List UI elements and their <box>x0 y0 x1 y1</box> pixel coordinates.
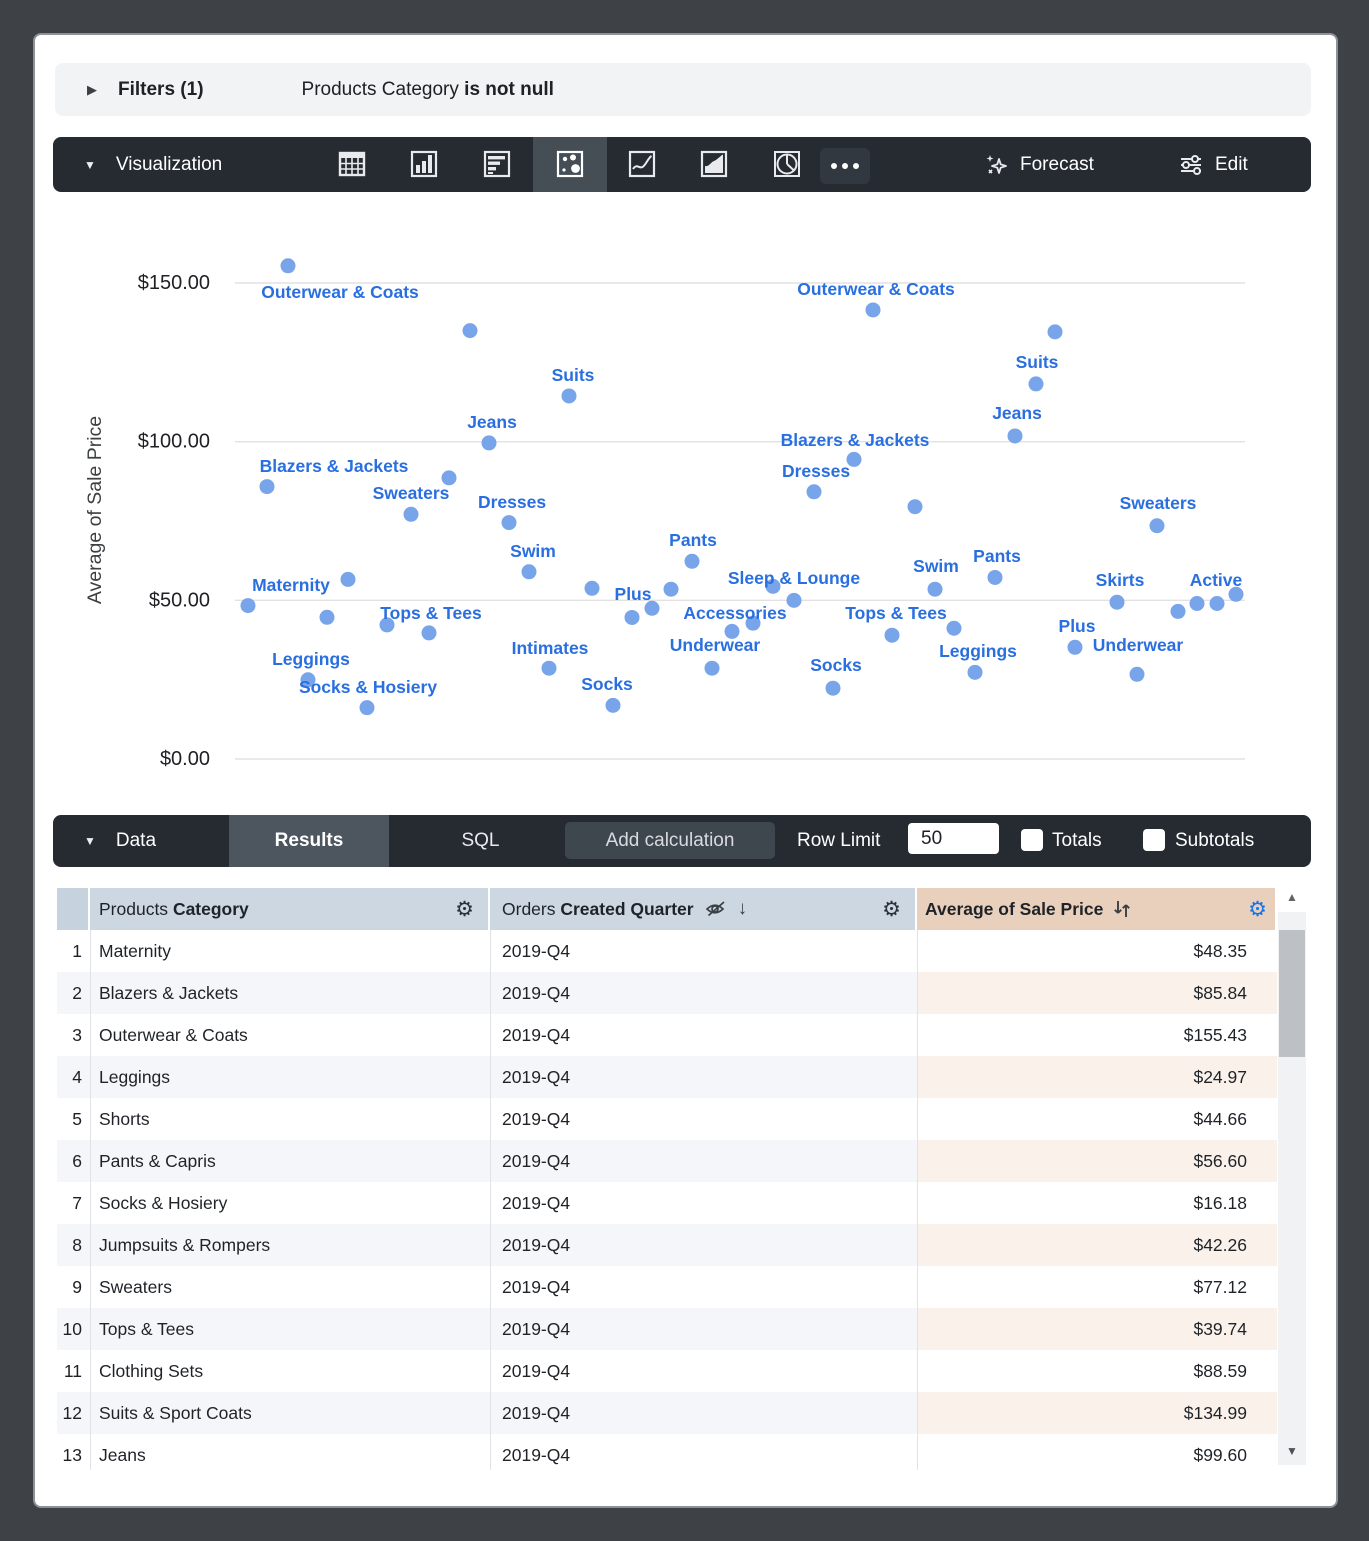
table-row <box>57 1056 1277 1098</box>
row-number-column-header <box>57 888 88 930</box>
gear-icon[interactable]: ⚙ <box>882 897 901 921</box>
y-axis-title: Average of Sale Price <box>84 415 106 605</box>
bar-chart-viz-icon[interactable] <box>408 148 440 180</box>
column-view-label: Products <box>99 898 173 919</box>
point-label: Intimates <box>511 638 589 658</box>
table-cell[interactable]: Socks & Hosiery <box>99 1193 228 1213</box>
row-number: 10 <box>57 1308 90 1350</box>
scroll-up-icon[interactable]: ▲ <box>1286 890 1298 904</box>
point-label: Suits <box>1015 352 1059 372</box>
scatter-point[interactable] <box>947 621 962 636</box>
point-label: Pants <box>973 546 1021 566</box>
point-label: Sleep & Lounge <box>727 568 861 588</box>
table-viz-icon[interactable] <box>336 148 368 180</box>
row-number: 13 <box>62 1445 82 1465</box>
scatter-point[interactable] <box>885 628 900 643</box>
scatter-chart <box>0 192 1369 817</box>
row-number: 2 <box>57 972 90 1014</box>
scatter-point[interactable] <box>1190 596 1205 611</box>
scatter-point[interactable] <box>787 593 802 608</box>
scatter-point[interactable] <box>705 661 720 676</box>
table-row <box>57 1266 1277 1308</box>
gear-icon[interactable]: ⚙ <box>1248 897 1267 921</box>
row-number: 3 <box>72 1025 82 1045</box>
point-label: Skirts <box>1095 570 1145 590</box>
point-label: Tops & Tees <box>380 603 482 623</box>
point-label: Maternity <box>252 575 330 595</box>
scatter-point[interactable] <box>1008 428 1023 443</box>
scatter-point[interactable] <box>281 258 296 273</box>
table-cell[interactable]: Blazers & Jackets <box>90 972 490 1014</box>
y-axis-tick-label: $0.00 <box>159 747 210 770</box>
scatter-point[interactable] <box>1130 667 1145 682</box>
point-label: Socks & Hosiery <box>298 677 438 697</box>
filters-bar[interactable] <box>55 63 1311 116</box>
row-number: 6 <box>57 1140 90 1182</box>
scatter-point[interactable] <box>463 323 478 338</box>
column-field-label: Created Quarter <box>560 898 694 919</box>
sort-desc-icon[interactable]: ↓ <box>737 898 748 919</box>
row-limit-input[interactable] <box>908 823 999 854</box>
table-cell[interactable]: 2019-Q4 <box>490 972 917 1014</box>
scatter-point[interactable] <box>241 598 256 613</box>
table-cell[interactable]: Jumpsuits & Rompers <box>90 1224 490 1266</box>
subtotals-label[interactable]: Subtotals <box>1175 830 1255 851</box>
scatter-point[interactable] <box>625 610 640 625</box>
table-row <box>57 1392 1277 1434</box>
eye-hidden-icon <box>704 899 728 919</box>
table-cell[interactable]: Leggings <box>90 1056 490 1098</box>
row-limit-label: Row Limit <box>797 830 881 851</box>
row-number: 12 <box>57 1392 90 1434</box>
scatter-point[interactable] <box>260 479 275 494</box>
filters-section-label[interactable]: Filters (1) <box>118 78 204 100</box>
point-label: Swim <box>510 541 556 561</box>
horizontal-bar-viz-icon[interactable] <box>481 148 513 180</box>
table-row <box>57 1434 1277 1470</box>
add-calculation-button[interactable]: Add calculation <box>565 822 775 859</box>
visualization-section-label[interactable]: Visualization <box>115 153 223 175</box>
subtotals-checkbox[interactable] <box>1143 829 1165 851</box>
point-label: Dresses <box>781 461 851 481</box>
scatter-point[interactable] <box>542 661 557 676</box>
scatter-point[interactable] <box>1150 518 1165 533</box>
table-row <box>57 972 1277 1014</box>
scatter-point[interactable] <box>968 665 983 680</box>
filter-expression <box>302 79 554 101</box>
table-cell[interactable]: $16.18 <box>1193 1193 1247 1213</box>
point-label: Blazers & Jackets <box>780 430 930 450</box>
scatter-point[interactable] <box>928 582 943 597</box>
totals-checkbox[interactable] <box>1021 829 1043 851</box>
point-label: Jeans <box>992 403 1042 423</box>
scatter-point[interactable] <box>988 570 1003 585</box>
table-cell[interactable]: $42.26 <box>917 1224 1277 1266</box>
point-label: Pants <box>669 530 717 550</box>
scatter-point[interactable] <box>1029 376 1044 391</box>
scatter-point[interactable] <box>1110 595 1125 610</box>
table-cell[interactable]: Tops & Tees <box>90 1308 490 1350</box>
table-row <box>57 1098 1277 1140</box>
table-row <box>57 1182 1277 1224</box>
column-view-label: Orders <box>502 898 561 919</box>
point-label: Socks <box>581 674 633 694</box>
point-label: Tops & Tees <box>845 603 947 623</box>
y-axis-tick-label: $100.00 <box>137 430 210 453</box>
table-cell[interactable]: $44.66 <box>1193 1109 1247 1129</box>
column-divider <box>490 930 491 1470</box>
row-number: 7 <box>72 1193 82 1213</box>
point-label: Blazers & Jackets <box>259 456 409 476</box>
scatter-point[interactable] <box>1210 596 1225 611</box>
data-section-label[interactable]: Data <box>115 830 157 851</box>
table-row <box>57 1308 1277 1350</box>
table-cell[interactable]: 2019-Q4 <box>502 941 571 961</box>
table-cell[interactable]: 2019-Q4 <box>490 1392 917 1434</box>
table-cell[interactable]: Maternity <box>99 941 171 961</box>
scatter-point[interactable] <box>482 435 497 450</box>
point-label: Plus <box>614 584 652 604</box>
edit-button[interactable] <box>1177 137 1248 192</box>
table-cell[interactable]: 2019-Q4 <box>502 1445 571 1465</box>
point-label: Sweaters <box>372 483 450 503</box>
row-number: 4 <box>57 1056 90 1098</box>
table-cell[interactable]: Pants & Capris <box>90 1140 490 1182</box>
table-cell[interactable]: 2019-Q4 <box>502 1025 571 1045</box>
edit-settings-icon <box>1177 151 1205 179</box>
table-cell[interactable]: $48.35 <box>1193 941 1247 961</box>
table-cell[interactable]: $99.60 <box>1193 1445 1247 1465</box>
scatter-point[interactable] <box>866 302 881 317</box>
scatter-point[interactable] <box>562 388 577 403</box>
point-label: Swim <box>913 556 959 576</box>
table-cell[interactable]: Shorts <box>99 1109 150 1129</box>
scatter-point[interactable] <box>807 484 822 499</box>
y-axis-tick-label: $150.00 <box>137 272 210 294</box>
scatter-point[interactable] <box>422 625 437 640</box>
table-cell[interactable]: $77.12 <box>1193 1277 1247 1297</box>
scatter-point[interactable] <box>826 681 841 696</box>
table-row <box>57 930 1277 972</box>
scatter-point[interactable] <box>664 582 679 597</box>
row-number: 11 <box>63 1361 82 1381</box>
table-cell[interactable]: 2019-Q4 <box>502 1193 571 1213</box>
table-cell[interactable]: Clothing Sets <box>99 1361 204 1381</box>
table-cell[interactable]: $39.74 <box>917 1308 1277 1350</box>
row-number: 8 <box>57 1224 90 1266</box>
table-row <box>57 1350 1277 1392</box>
table-cell[interactable]: Jeans <box>99 1445 146 1465</box>
y-axis-tick-label: $50.00 <box>148 589 210 612</box>
scatter-point[interactable] <box>522 564 537 579</box>
point-label: Outerwear & Coats <box>261 282 419 302</box>
visualization-bar <box>53 137 1311 192</box>
data-collapse-icon[interactable]: ▼ <box>84 834 96 848</box>
line-chart-viz-icon[interactable] <box>626 148 658 180</box>
point-label: Active <box>1189 570 1243 590</box>
row-number: 1 <box>72 941 82 961</box>
column-header-products-category[interactable] <box>90 888 488 930</box>
scatter-point[interactable] <box>606 698 621 713</box>
scatter-point[interactable] <box>585 581 600 596</box>
table-cell[interactable]: Outerwear & Coats <box>99 1025 248 1045</box>
results-table <box>57 930 1277 1470</box>
column-header-orders-created-quarter[interactable] <box>490 888 915 930</box>
filter-operator: is not null <box>464 78 554 100</box>
table-cell[interactable]: 2019-Q4 <box>502 1361 571 1381</box>
table-cell[interactable]: 2019-Q4 <box>502 1109 571 1129</box>
area-chart-viz-icon[interactable] <box>698 148 730 180</box>
table-row <box>57 1224 1277 1266</box>
scatter-point[interactable] <box>360 700 375 715</box>
table-cell[interactable]: Suits & Sport Coats <box>90 1392 490 1434</box>
point-label: Socks <box>810 655 862 675</box>
scatter-point[interactable] <box>320 610 335 625</box>
scatter-point[interactable] <box>1171 604 1186 619</box>
filters-expand-icon[interactable]: ▶ <box>87 81 97 97</box>
more-viz-icon[interactable] <box>820 148 870 184</box>
tab-sql[interactable]: SQL <box>461 830 500 851</box>
table-cell[interactable]: 2019-Q4 <box>502 1277 571 1297</box>
scatter-point[interactable] <box>1048 324 1063 339</box>
column-field-label: Category <box>172 898 249 919</box>
forecast-button[interactable] <box>982 137 1094 192</box>
point-label: Accessories <box>683 603 787 623</box>
gear-icon[interactable]: ⚙ <box>455 897 474 921</box>
point-label: Plus <box>1058 616 1096 636</box>
edit-label: Edit <box>1215 153 1248 175</box>
filter-field: Products Category <box>301 78 465 100</box>
swap-vertical-icon[interactable] <box>1111 898 1133 920</box>
table-row <box>57 1014 1277 1056</box>
column-divider <box>90 930 91 1470</box>
table-cell[interactable]: $134.99 <box>917 1392 1277 1434</box>
table-cell[interactable]: $155.43 <box>1183 1025 1247 1045</box>
column-divider <box>917 930 918 1470</box>
table-scrollbar[interactable] <box>1277 888 1307 1466</box>
table-row <box>57 1140 1277 1182</box>
table-cell[interactable]: $88.59 <box>1193 1361 1247 1381</box>
table-cell[interactable]: Sweaters <box>99 1277 172 1297</box>
table-cell[interactable]: $56.60 <box>917 1140 1277 1182</box>
forecast-label: Forecast <box>1020 153 1094 175</box>
column-header-average-of-sale-price[interactable] <box>917 888 1275 930</box>
row-number: 9 <box>72 1277 82 1297</box>
table-cell[interactable]: 2019-Q4 <box>490 1056 917 1098</box>
scatter-point[interactable] <box>1068 640 1083 655</box>
scatter-viz-icon[interactable] <box>554 148 586 180</box>
point-label: Leggings <box>939 641 1017 661</box>
forecast-sparkle-icon <box>982 151 1010 179</box>
scatter-point[interactable] <box>502 515 517 530</box>
pie-chart-viz-icon[interactable] <box>771 148 803 180</box>
point-label: Underwear <box>1092 635 1184 655</box>
data-bar <box>53 815 1311 867</box>
tab-results[interactable]: Results <box>229 815 389 867</box>
point-label: Jeans <box>467 412 517 432</box>
table-cell[interactable]: 2019-Q4 <box>490 1140 917 1182</box>
scatter-point[interactable] <box>341 572 356 587</box>
table-cell[interactable]: 2019-Q4 <box>490 1224 917 1266</box>
point-label: Sweaters <box>1119 493 1197 513</box>
scatter-point[interactable] <box>685 554 700 569</box>
table-cell[interactable]: 2019-Q4 <box>490 1308 917 1350</box>
point-label: Outerwear & Coats <box>797 279 955 299</box>
point-label: Suits <box>551 365 595 385</box>
column-field-label: Average of Sale Price <box>925 898 1104 919</box>
totals-label[interactable]: Totals <box>1052 830 1102 851</box>
scroll-down-icon[interactable]: ▼ <box>1286 1444 1298 1458</box>
point-label: Leggings <box>272 649 350 669</box>
point-label: Dresses <box>477 492 547 512</box>
scrollbar-thumb[interactable] <box>1279 930 1305 1057</box>
row-number: 5 <box>72 1109 82 1129</box>
table-header <box>57 888 1277 930</box>
point-label: Underwear <box>669 635 761 655</box>
visualization-collapse-icon[interactable]: ▼ <box>84 157 96 172</box>
table-cell[interactable]: $85.84 <box>917 972 1277 1014</box>
scatter-point[interactable] <box>404 507 419 522</box>
scatter-point[interactable] <box>908 499 923 514</box>
table-cell[interactable]: $24.97 <box>917 1056 1277 1098</box>
